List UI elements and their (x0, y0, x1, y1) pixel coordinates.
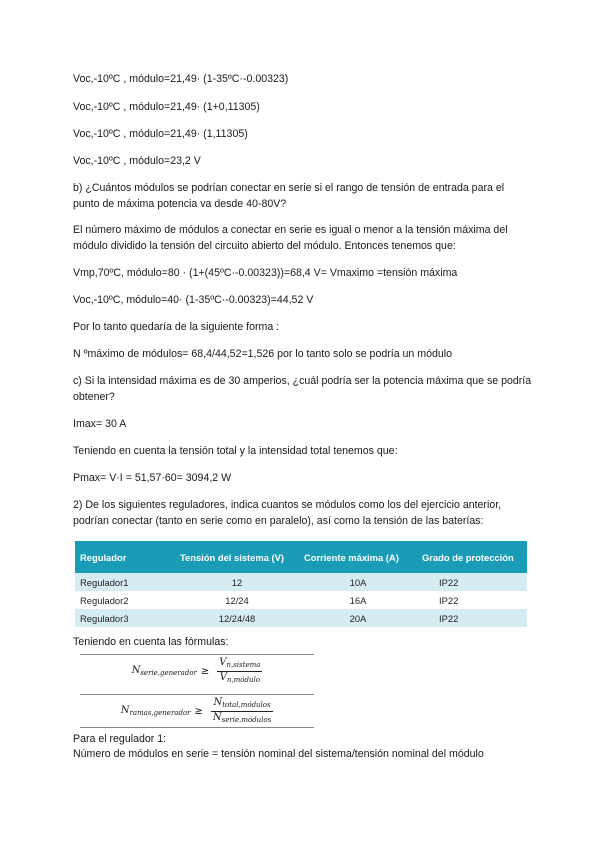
imax-line: Imax= 30 A (73, 418, 127, 430)
formula-series (80, 654, 314, 687)
voc-line-1: Voc,-10ºC , módulo=21,49· (1-35ºC·-0.00323) (73, 73, 289, 85)
table-header: Grado de protección (417, 541, 527, 573)
answer-b-paragraph: El número máximo de módulos a conectar en serie es igual o menor a la tensión máxima del módulo dividido la tensión del circuito abierto del módulo. Entonces tenemos que: (73, 224, 508, 252)
formula-lhs: $N_{serie,generador}$ (131, 665, 197, 677)
voc-line-5: Voc,-10ºC, módulo=40· (1-35ºC·-0.00323)=44,52 V (73, 294, 314, 306)
table-cell: IP22 (417, 573, 527, 591)
table-header: Regulador (75, 541, 175, 573)
formula-fraction: $\frac{V_{n,sistema}}{V_{n,módulo}}$ (219, 656, 261, 684)
table-row (75, 591, 527, 609)
table-cell: 10A (299, 573, 417, 591)
table-cell: Regulador3 (75, 609, 175, 627)
table-cell: Regulador1 (75, 573, 175, 591)
formula-lhs: $N_{ramas,generador}$ (120, 705, 191, 717)
table-row (75, 573, 527, 591)
table-header: Tensión del sistema (V) (175, 541, 299, 573)
table-cell: 20A (299, 609, 417, 627)
vmp-line: Vmp,70ºC, módulo=80 · (1+(45ºC·-0.00323))=68,4 V= Vmaximo =tensión máxima (73, 267, 458, 279)
regulators-table (75, 541, 527, 627)
table-cell: IP22 (417, 609, 527, 627)
series-modules-line: Número de módulos en serie = tensión nominal del sistema/tensión nominal del módulo (73, 748, 484, 760)
table-cell: Regulador2 (75, 591, 175, 609)
formula-fraction: $\frac{N_{total,módulos}}{N_{serie,módulos}}$ (212, 696, 272, 724)
voc-line-2: Voc,-10ºC , módulo=21,49· (1+0,11305) (73, 101, 260, 113)
voc-line-4: Voc,-10ºC , módulo=23,2 V (73, 155, 201, 167)
table-header: Corriente máxima (A) (299, 541, 417, 573)
table-cell: 12/24/48 (175, 609, 299, 627)
geq-symbol: ≥ (200, 665, 210, 677)
total-intro: Teniendo en cuenta la tensión total y la intensidad total tenemos que: (73, 445, 398, 457)
table-cell: 12 (175, 573, 299, 591)
formula-branches (80, 694, 314, 727)
geq-symbol: ≥ (194, 705, 203, 717)
pmax-line: Pmax= V·I = 51,57·60= 3094,2 W (73, 472, 232, 484)
question-2: 2) De los siguientes reguladores, indica cuantos se módulos como los del ejercicio anterior, podrían conectar (tanto en serie como en paralelo), así como la tensión de las baterías: (73, 499, 502, 527)
regulator-1-heading: Para el regulador 1: (73, 733, 167, 745)
voc-line-3: Voc,-10ºC , módulo=21,49· (1,11305) (73, 128, 248, 140)
table-cell: 12/24 (175, 591, 299, 609)
question-b: b) ¿Cuántos módulos se podrían conectar en serie si el rango de tensión de entrada para el punto de máxima potencia va desde 40-80V? (73, 182, 505, 210)
max-modules-line: N ºmáximo de módulos= 68,4/44,52=1,526 por lo tanto solo se podría un módulo (73, 348, 453, 360)
question-c: c) Si la intensidad máxima es de 30 amperios, ¿cuál podría ser la potencia máxima que se podría obtener? (73, 375, 532, 403)
table-cell: IP22 (417, 591, 527, 609)
conclusion-intro: Por lo tanto quedaría de la siguiente forma : (73, 321, 280, 333)
formula-divider (80, 727, 314, 728)
table-cell: 16A (299, 591, 417, 609)
formulas-intro: Teniendo en cuenta las fórmulas: (73, 636, 229, 648)
table-row (75, 609, 527, 627)
